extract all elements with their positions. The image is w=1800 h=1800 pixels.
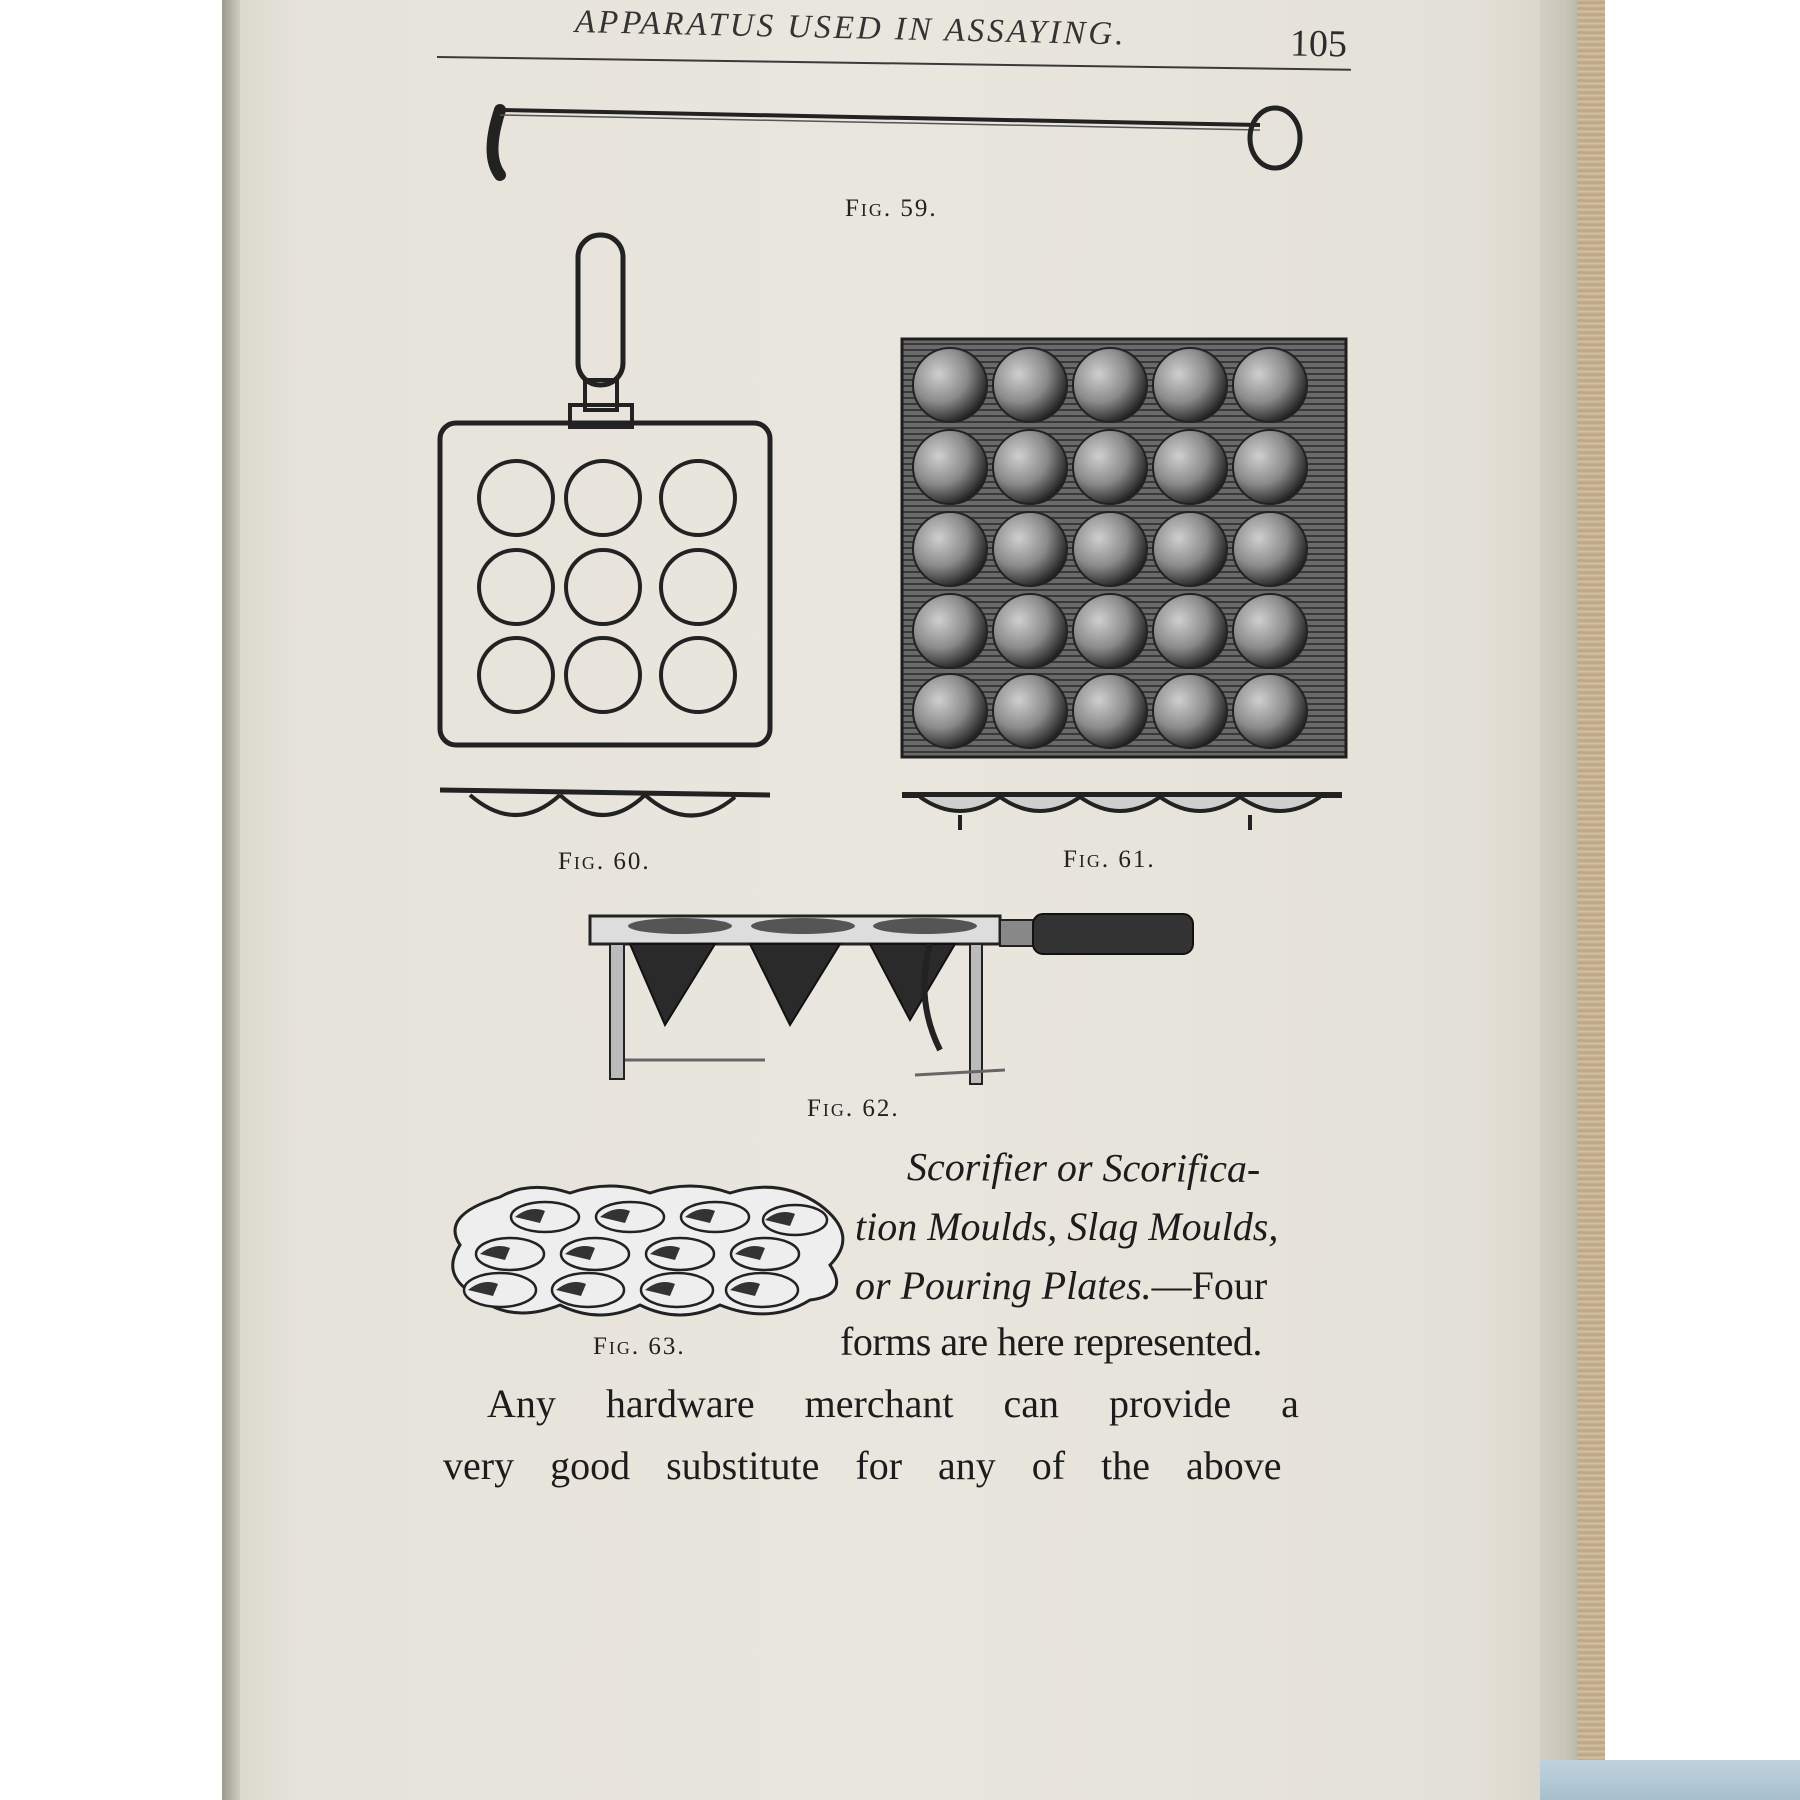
- fig-60-mould-illustration: [430, 230, 780, 840]
- fig-60-caption: Fig. 60.: [558, 848, 651, 875]
- fig-59-rod-illustration: [480, 95, 1320, 195]
- body-line-6: very good substitute for any of the above: [443, 1443, 1282, 1488]
- book-page: [222, 0, 1577, 1800]
- heading-line-2: tion Moulds, Slag Moulds,: [855, 1204, 1279, 1249]
- book-page-edges: [1577, 0, 1605, 1775]
- heading-line-1: Scorifier or Scorifica-: [906, 1144, 1261, 1191]
- fig-63-pouring-plate-illustration: [440, 1175, 860, 1335]
- fig-62-caption: Fig. 62.: [807, 1095, 900, 1122]
- heading-line-3-italic: or Pouring Plates.: [855, 1263, 1152, 1308]
- fig-59-caption: Fig. 59.: [845, 195, 938, 222]
- fig-62-cone-mould-illustration: [585, 910, 1205, 1090]
- book-gutter: [222, 0, 240, 1800]
- heading-line-3-roman: —Four: [1151, 1263, 1268, 1308]
- body-line-5: Any hardware merchant can provide a: [487, 1381, 1299, 1426]
- fig-61-caption: Fig. 61.: [1063, 846, 1156, 873]
- page-number: 105: [1289, 22, 1348, 66]
- book-cover-edge: [1540, 0, 1582, 1800]
- fig-63-caption: Fig. 63.: [593, 1333, 686, 1360]
- desk-surface: [1540, 1760, 1800, 1800]
- body-line-4: forms are here represented.: [840, 1319, 1262, 1364]
- fig-61-mould-illustration: [900, 335, 1350, 835]
- heading-line-3: [855, 1256, 1267, 1316]
- running-head: APPARATUS USED IN ASSAYING.: [574, 4, 1127, 53]
